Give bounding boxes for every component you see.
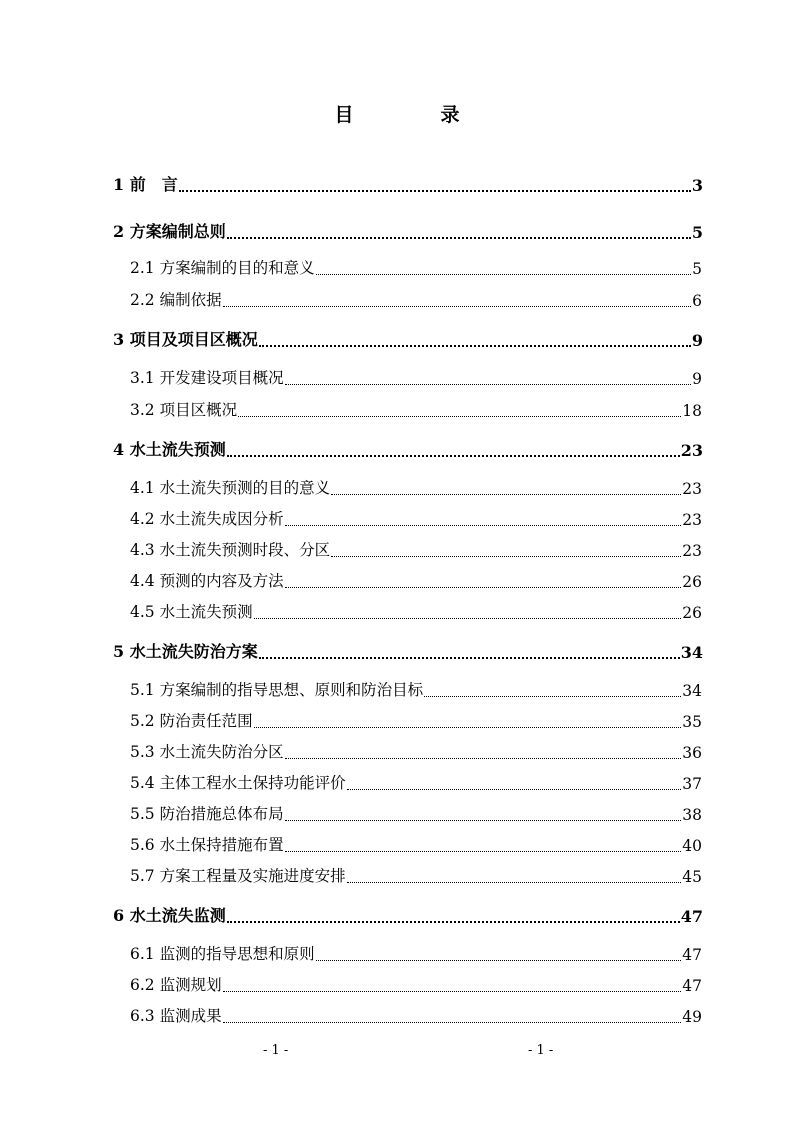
toc-entry-page-number: 18 xyxy=(682,402,702,420)
toc-entry-page-number: 23 xyxy=(682,511,702,529)
toc-entry[interactable] xyxy=(130,864,702,886)
toc-entry[interactable] xyxy=(130,569,702,591)
toc-entry-label: 2 方案编制总则 xyxy=(113,222,226,241)
toc-entry-page-number: 45 xyxy=(682,868,702,886)
toc-entry-label: 4.1 水土流失预测的目的意义 xyxy=(130,479,331,497)
toc-entry-page-number: 40 xyxy=(682,837,702,855)
toc-entry[interactable] xyxy=(130,507,702,529)
toc-entry[interactable] xyxy=(130,678,702,700)
toc-entry-label: 1 前 言 xyxy=(113,175,178,194)
toc-entry-label: 3.2 项目区概况 xyxy=(130,401,238,419)
toc-entry-label: 5.1 方案编制的指导思想、原则和防治目标 xyxy=(130,681,424,699)
toc-entry-label: 6.2 监测规划 xyxy=(130,976,222,994)
toc-entry-page-number: 3 xyxy=(691,176,703,195)
dot-leader xyxy=(227,237,691,239)
toc-title: 目 录 xyxy=(334,104,494,126)
dot-leader xyxy=(347,789,682,790)
toc-entry-page-number: 35 xyxy=(682,713,702,731)
toc-entry[interactable] xyxy=(113,172,703,195)
toc-entry[interactable] xyxy=(130,600,702,622)
toc-entry-page-number: 37 xyxy=(682,775,702,793)
dot-leader xyxy=(259,657,680,659)
toc-entry-page-number: 5 xyxy=(692,260,702,278)
toc-entry[interactable] xyxy=(130,256,702,278)
toc-entry[interactable] xyxy=(130,771,702,793)
dot-leader xyxy=(285,587,682,588)
toc-entry[interactable] xyxy=(113,219,703,242)
dot-leader xyxy=(223,306,692,307)
toc-entry-page-number: 5 xyxy=(691,223,703,242)
toc-entry[interactable] xyxy=(130,476,702,498)
toc-entry-page-number: 9 xyxy=(691,331,703,350)
toc-entry[interactable] xyxy=(130,1004,702,1026)
toc-entry-page-number: 26 xyxy=(682,604,702,622)
toc-entry-label: 4.5 水土流失预测 xyxy=(130,603,253,621)
toc-entry-label: 2.2 编制依据 xyxy=(130,291,222,309)
dot-leader xyxy=(316,960,682,961)
dot-leader xyxy=(285,525,682,526)
toc-entry[interactable] xyxy=(130,709,702,731)
toc-entry-page-number: 23 xyxy=(682,480,702,498)
toc-entry-label: 5.2 防治责任范围 xyxy=(130,712,253,730)
toc-entry-page-number: 23 xyxy=(682,542,702,560)
toc-entry[interactable] xyxy=(113,639,703,662)
toc-entry-label: 4.3 水土流失预测时段、分区 xyxy=(130,541,331,559)
toc-entry-label: 4 水土流失预测 xyxy=(113,440,226,459)
dot-leader xyxy=(316,274,692,275)
dot-leader xyxy=(179,190,691,192)
dot-leader xyxy=(227,921,680,923)
toc-entry-page-number: 34 xyxy=(682,682,702,700)
toc-entry-label: 5.6 水土保持措施布置 xyxy=(130,836,284,854)
dot-leader xyxy=(227,455,680,457)
dot-leader xyxy=(285,384,692,385)
toc-entry[interactable] xyxy=(130,802,702,824)
dot-leader xyxy=(223,991,682,992)
dot-leader xyxy=(254,727,682,728)
dot-leader xyxy=(331,556,681,557)
toc-entry[interactable] xyxy=(130,366,702,388)
dot-leader xyxy=(285,820,682,821)
toc-entry[interactable] xyxy=(113,903,703,926)
toc-entry-page-number: 26 xyxy=(682,573,702,591)
toc-entry-page-number: 38 xyxy=(682,806,702,824)
toc-entry-label: 5.5 防治措施总体布局 xyxy=(130,805,284,823)
toc-entry[interactable] xyxy=(130,740,702,762)
dot-leader xyxy=(331,494,681,495)
toc-entry-label: 4.4 预测的内容及方法 xyxy=(130,572,284,590)
dot-leader xyxy=(424,696,681,697)
toc-entry-label: 6.1 监测的指导思想和原则 xyxy=(130,945,315,963)
toc-entry-page-number: 49 xyxy=(682,1008,702,1026)
toc-entry-page-number: 23 xyxy=(680,441,703,460)
footer-page-number-right: - 1 - xyxy=(528,1043,554,1058)
dot-leader xyxy=(223,1022,682,1023)
toc-entry[interactable] xyxy=(130,288,702,310)
toc-entry-page-number: 36 xyxy=(682,744,702,762)
toc-entry-label: 6 水土流失监测 xyxy=(113,906,226,925)
dot-leader xyxy=(347,882,682,883)
toc-entry-page-number: 6 xyxy=(692,292,702,310)
toc-entry[interactable] xyxy=(130,833,702,855)
toc-entry-page-number: 34 xyxy=(680,643,703,662)
toc-entry-label: 2.1 方案编制的目的和意义 xyxy=(130,259,315,277)
toc-entry[interactable] xyxy=(130,538,702,560)
dot-leader xyxy=(285,851,682,852)
toc-entry[interactable] xyxy=(113,327,703,350)
toc-entry-label: 5 水土流失防治方案 xyxy=(113,642,258,661)
toc-entry-page-number: 47 xyxy=(680,907,703,926)
toc-entry-label: 6.3 监测成果 xyxy=(130,1007,222,1025)
dot-leader xyxy=(259,345,691,347)
footer-page-number-left: - 1 - xyxy=(263,1043,289,1058)
toc-entry-page-number: 9 xyxy=(692,370,702,388)
dot-leader xyxy=(238,416,681,417)
toc-entry-page-number: 47 xyxy=(682,946,702,964)
toc-entry-label: 5.3 水土流失防治分区 xyxy=(130,743,284,761)
toc-entry-label: 3.1 开发建设项目概况 xyxy=(130,369,284,387)
toc-entry-label: 4.2 水土流失成因分析 xyxy=(130,510,284,528)
toc-entry[interactable] xyxy=(130,398,702,420)
toc-entry[interactable] xyxy=(113,437,703,460)
toc-entry[interactable] xyxy=(130,942,702,964)
dot-leader xyxy=(254,618,682,619)
toc-entry-page-number: 47 xyxy=(682,977,702,995)
toc-entry-label: 5.7 方案工程量及实施进度安排 xyxy=(130,867,346,885)
toc-entry-label: 3 项目及项目区概况 xyxy=(113,330,258,349)
toc-entry[interactable] xyxy=(130,973,702,995)
dot-leader xyxy=(285,758,682,759)
toc-entry-label: 5.4 主体工程水土保持功能评价 xyxy=(130,774,346,792)
